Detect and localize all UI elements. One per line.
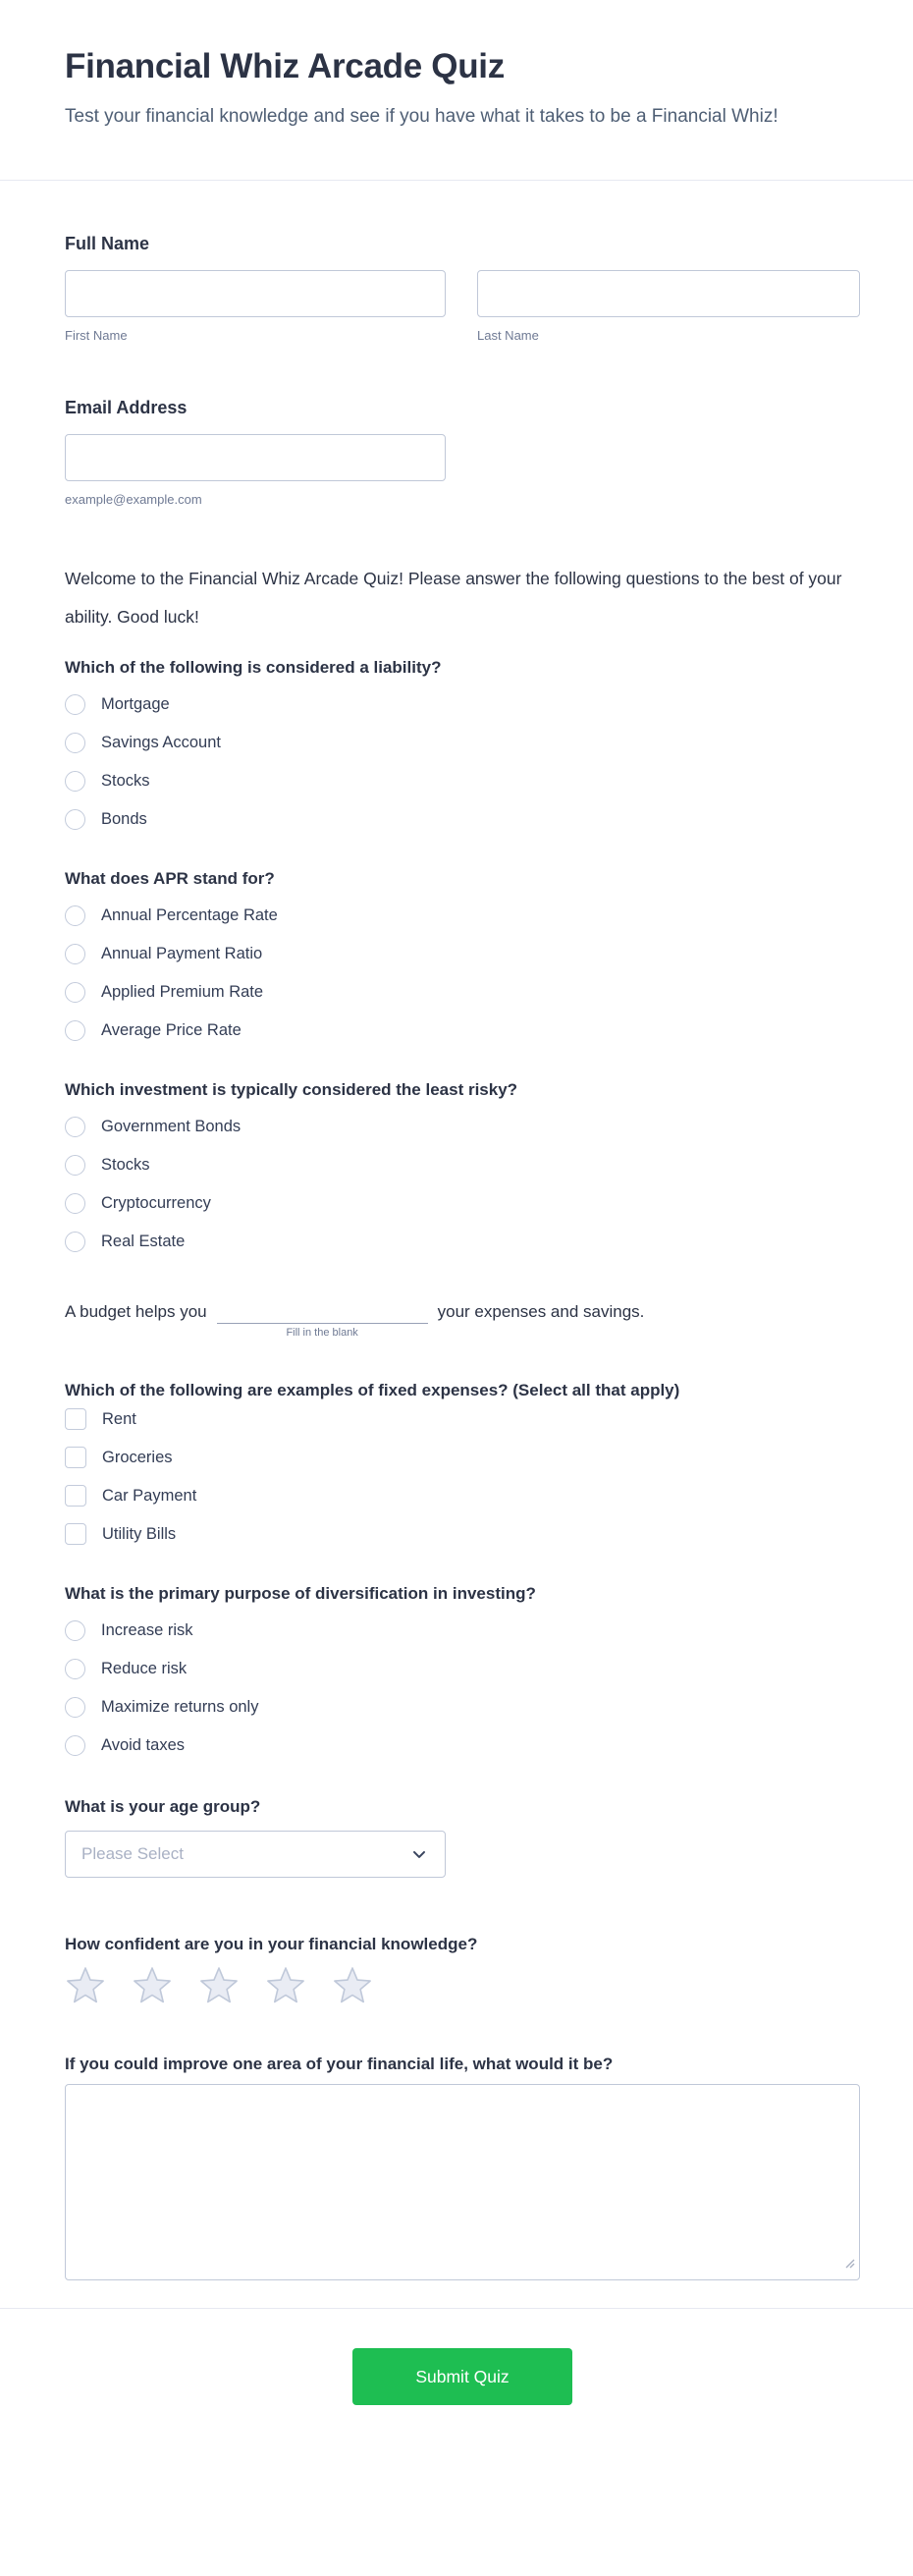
- question-fixed-expenses: [65, 1379, 860, 1545]
- question-age-group: [65, 1795, 860, 1878]
- email-input[interactable]: [65, 434, 446, 481]
- question-confidence: [65, 1933, 860, 2005]
- radio-icon[interactable]: [65, 809, 85, 830]
- radio-icon[interactable]: [65, 1117, 85, 1137]
- radio-option[interactable]: [65, 1619, 860, 1641]
- star-rating: [65, 1966, 860, 2005]
- star-icon[interactable]: [198, 1966, 240, 2005]
- radio-icon[interactable]: [65, 1659, 85, 1679]
- improve-area-textarea[interactable]: [65, 2084, 860, 2280]
- radio-option[interactable]: [65, 770, 860, 792]
- fill-blank-input[interactable]: [217, 1299, 428, 1324]
- radio-icon[interactable]: [65, 1020, 85, 1041]
- checkbox-option[interactable]: [65, 1408, 860, 1430]
- option-label[interactable]: Stocks: [101, 772, 150, 790]
- question-label: What is the primary purpose of diversification in investing?: [65, 1584, 536, 1603]
- radio-icon[interactable]: [65, 1232, 85, 1252]
- radio-option[interactable]: [65, 904, 860, 926]
- option-label[interactable]: Rent: [102, 1410, 136, 1428]
- radio-icon[interactable]: [65, 771, 85, 792]
- checkbox-option[interactable]: [65, 1523, 860, 1545]
- option-label[interactable]: Annual Percentage Rate: [101, 906, 278, 924]
- option-label[interactable]: Bonds: [101, 810, 147, 828]
- select-placeholder: Please Select: [81, 1844, 184, 1863]
- option-label[interactable]: Average Price Rate: [101, 1021, 242, 1039]
- chevron-down-icon: [409, 1844, 429, 1864]
- checkbox-icon[interactable]: [65, 1447, 86, 1468]
- question-apr: [65, 867, 860, 1041]
- option-label[interactable]: Avoid taxes: [101, 1736, 185, 1754]
- form-footer: [0, 2309, 913, 2405]
- fill-in-blank-question: [65, 1299, 860, 1340]
- option-label[interactable]: Government Bonds: [101, 1118, 242, 1135]
- page-subtitle: Test your financial knowledge and see if you have what it takes to be a Financial Whiz!: [65, 106, 779, 127]
- question-label: Which of the following is considered a liability?: [65, 658, 442, 677]
- form-body: [0, 232, 913, 2280]
- option-label[interactable]: Real Estate: [101, 1233, 186, 1250]
- star-icon[interactable]: [265, 1966, 306, 2005]
- radio-icon[interactable]: [65, 1155, 85, 1176]
- radio-icon[interactable]: [65, 1620, 85, 1641]
- star-icon[interactable]: [332, 1966, 373, 2005]
- option-label[interactable]: Stocks: [101, 1156, 150, 1174]
- radio-option[interactable]: [65, 981, 860, 1003]
- email-sublabel: example@example.com: [65, 492, 202, 507]
- email-field-section: [65, 396, 860, 509]
- question-label: What does APR stand for?: [65, 869, 275, 888]
- radio-option[interactable]: [65, 1696, 860, 1718]
- radio-option[interactable]: [65, 1734, 860, 1756]
- radio-icon[interactable]: [65, 905, 85, 926]
- age-group-select[interactable]: [65, 1831, 446, 1878]
- option-label[interactable]: Savings Account: [101, 734, 221, 751]
- option-label[interactable]: Groceries: [102, 1449, 173, 1466]
- question-label: Which investment is typically considered the least risky?: [65, 1080, 518, 1099]
- option-label[interactable]: Mortgage: [101, 695, 170, 713]
- intro-text: Welcome to the Financial Whiz Arcade Quiz! Please answer the following questions to the best of your ability. Good luck!: [65, 569, 842, 627]
- radio-option[interactable]: [65, 1658, 860, 1679]
- radio-option[interactable]: [65, 1019, 860, 1041]
- resize-handle-icon[interactable]: [843, 2256, 855, 2274]
- radio-icon[interactable]: [65, 733, 85, 753]
- question-label: What is your age group?: [65, 1797, 261, 1816]
- radio-option[interactable]: [65, 1231, 860, 1252]
- fill-text-after: your expenses and savings.: [437, 1302, 645, 1321]
- checkbox-option[interactable]: [65, 1485, 860, 1507]
- submit-button[interactable]: Submit Quiz: [352, 2348, 572, 2405]
- option-label[interactable]: Maximize returns only: [101, 1698, 259, 1716]
- radio-icon[interactable]: [65, 1735, 85, 1756]
- radio-option[interactable]: [65, 1116, 860, 1137]
- star-icon[interactable]: [132, 1966, 173, 2005]
- radio-option[interactable]: [65, 1192, 860, 1214]
- first-name-sublabel: First Name: [65, 328, 128, 343]
- checkbox-icon[interactable]: [65, 1408, 86, 1430]
- question-improve-area: [65, 2053, 860, 2280]
- fill-text-before: A budget helps you: [65, 1302, 207, 1321]
- checkbox-icon[interactable]: [65, 1523, 86, 1545]
- option-label[interactable]: Car Payment: [102, 1487, 197, 1505]
- full-name-field: [65, 232, 860, 345]
- radio-option[interactable]: [65, 732, 860, 753]
- radio-option[interactable]: [65, 1154, 860, 1176]
- page-title: Financial Whiz Arcade Quiz: [65, 47, 505, 85]
- question-label: How confident are you in your financial knowledge?: [65, 1935, 478, 1953]
- last-name-sublabel: Last Name: [477, 328, 539, 343]
- checkbox-icon[interactable]: [65, 1485, 86, 1507]
- last-name-input[interactable]: [477, 270, 860, 317]
- question-label: Which of the following are examples of fixed expenses? (Select all that apply): [65, 1381, 680, 1399]
- option-label[interactable]: Utility Bills: [102, 1525, 177, 1543]
- option-label[interactable]: Reduce risk: [101, 1660, 188, 1677]
- question-liability: [65, 656, 860, 830]
- question-label: If you could improve one area of your financial life, what would it be?: [65, 2055, 614, 2073]
- header-divider: [0, 180, 913, 181]
- full-name-label: Full Name: [65, 234, 150, 253]
- option-label[interactable]: Applied Premium Rate: [101, 983, 264, 1001]
- option-label[interactable]: Cryptocurrency: [101, 1194, 211, 1212]
- checkbox-option[interactable]: [65, 1447, 860, 1468]
- email-label: Email Address: [65, 398, 188, 417]
- radio-icon[interactable]: [65, 982, 85, 1003]
- question-least-risky: [65, 1078, 860, 1252]
- question-diversification: [65, 1582, 860, 1756]
- radio-icon[interactable]: [65, 1193, 85, 1214]
- first-name-input[interactable]: [65, 270, 446, 317]
- radio-icon[interactable]: [65, 694, 85, 715]
- radio-option[interactable]: [65, 693, 860, 715]
- star-icon[interactable]: [65, 1966, 106, 2005]
- radio-option[interactable]: [65, 808, 860, 830]
- form-header: [0, 0, 913, 135]
- radio-option[interactable]: [65, 943, 860, 964]
- radio-icon[interactable]: [65, 944, 85, 964]
- option-label[interactable]: Annual Payment Ratio: [101, 945, 263, 962]
- fill-blank-helper: Fill in the blank: [286, 1327, 358, 1339]
- option-label[interactable]: Increase risk: [101, 1621, 193, 1639]
- radio-icon[interactable]: [65, 1697, 85, 1718]
